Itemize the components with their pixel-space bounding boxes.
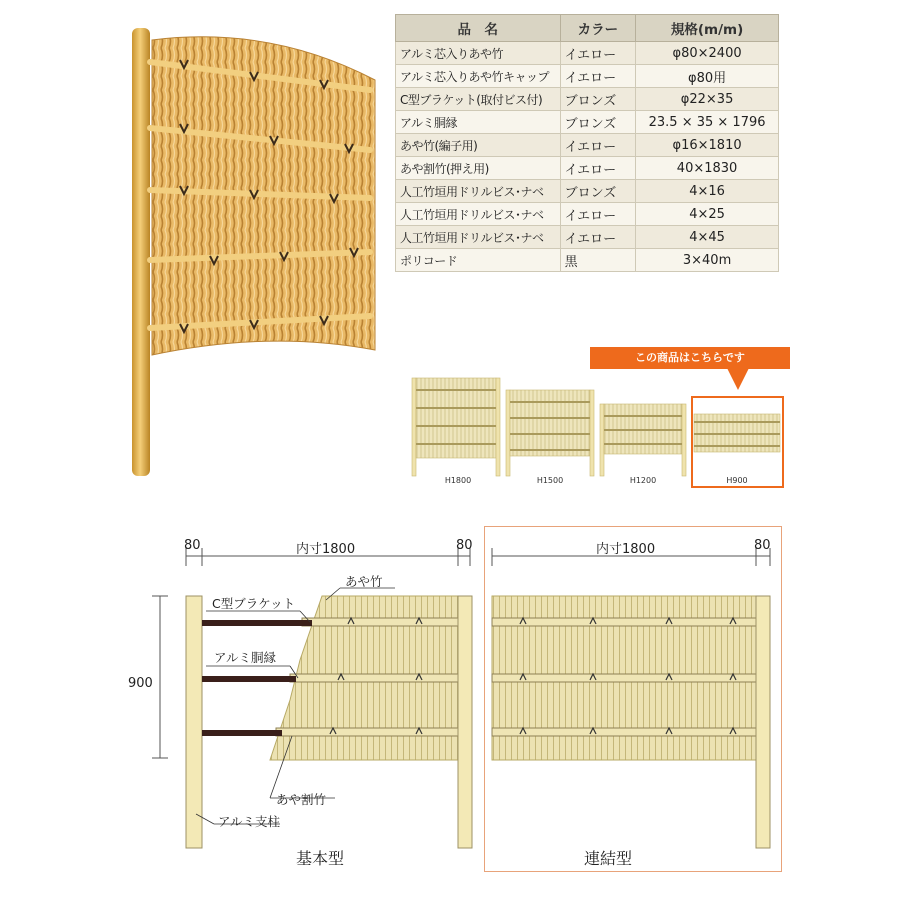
spec-cell-name: あや割竹(押え用)	[396, 157, 561, 180]
spec-cell-spec: 4×16	[636, 180, 779, 203]
spec-cell-color: ブロンズ	[560, 111, 636, 134]
spec-cell-color: イエロー	[560, 226, 636, 249]
dim-inner-basic: 内寸1800	[296, 542, 356, 557]
basic-left-post	[186, 596, 202, 848]
spec-cell-spec: 4×25	[636, 203, 779, 226]
thumb-caption-h1800: H1800	[444, 476, 472, 485]
thumb-caption-h1200: H1200	[629, 476, 657, 485]
thumb-caption-h900: H900	[726, 476, 748, 485]
spec-cell-color: イエロー	[560, 65, 636, 88]
dim-right-post-width-linked: 80	[754, 538, 771, 553]
thumb-caption-h1500: H1500	[536, 476, 564, 485]
spec-cell-spec: φ80×2400	[636, 42, 779, 65]
spec-cell-spec: φ22×35	[636, 88, 779, 111]
spec-cell-spec: 23.5 × 35 × 1796	[636, 111, 779, 134]
current-product-banner: この商品はこちらです	[590, 347, 790, 369]
callout-aluminum-furring: アルミ胴縁	[214, 650, 277, 665]
header-name: 品 名	[396, 15, 561, 42]
linked-right-post	[756, 596, 770, 848]
linked-type-panel	[492, 596, 756, 760]
dim-inner-linked: 内寸1800	[596, 542, 656, 557]
callout-c-bracket: C型ブラケット	[212, 596, 296, 611]
spec-cell-name: アルミ胴縁	[396, 111, 561, 134]
dim-right-post-width: 80	[456, 538, 473, 553]
basic-type-label: 基本型	[296, 849, 345, 868]
spec-cell-name: あや竹(編子用)	[396, 134, 561, 157]
spec-cell-color: ブロンズ	[560, 180, 636, 203]
spec-cell-color: イエロー	[560, 42, 636, 65]
spec-cell-spec: φ16×1810	[636, 134, 779, 157]
spec-cell-spec: φ80用	[636, 65, 779, 88]
spec-cell-spec: 3×40m	[636, 249, 779, 272]
dim-left-post-width: 80	[184, 538, 201, 553]
spec-cell-color: イエロー	[560, 157, 636, 180]
spec-cell-spec: 4×45	[636, 226, 779, 249]
spec-cell-color: イエロー	[560, 134, 636, 157]
spec-cell-name: 人工竹垣用ドリルビス･ナベ	[396, 203, 561, 226]
spec-cell-color: イエロー	[560, 203, 636, 226]
spec-cell-spec: 40×1830	[636, 157, 779, 180]
linked-type-label: 連結型	[584, 849, 633, 868]
spec-cell-color: ブロンズ	[560, 88, 636, 111]
spec-cell-name: 人工竹垣用ドリルビス･ナベ	[396, 180, 561, 203]
basic-right-post	[458, 596, 472, 848]
dim-height: 900	[128, 676, 153, 691]
spec-cell-name: アルミ芯入りあや竹	[396, 42, 561, 65]
spec-cell-name: ポリコード	[396, 249, 561, 272]
callout-aya-take: あや竹	[345, 574, 383, 589]
spec-cell-name: アルミ芯入りあや竹キャップ	[396, 65, 561, 88]
callout-aya-waritake: あや割竹	[276, 792, 327, 807]
spec-cell-name: C型ブラケット(取付ビス付)	[396, 88, 561, 111]
header-color: カラー	[560, 15, 636, 42]
header-spec: 規格(m/m)	[636, 15, 779, 42]
spec-cell-color: 黒	[560, 249, 636, 272]
spec-cell-name: 人工竹垣用ドリルビス･ナベ	[396, 226, 561, 249]
callout-aluminum-post: アルミ支柱	[218, 814, 281, 829]
